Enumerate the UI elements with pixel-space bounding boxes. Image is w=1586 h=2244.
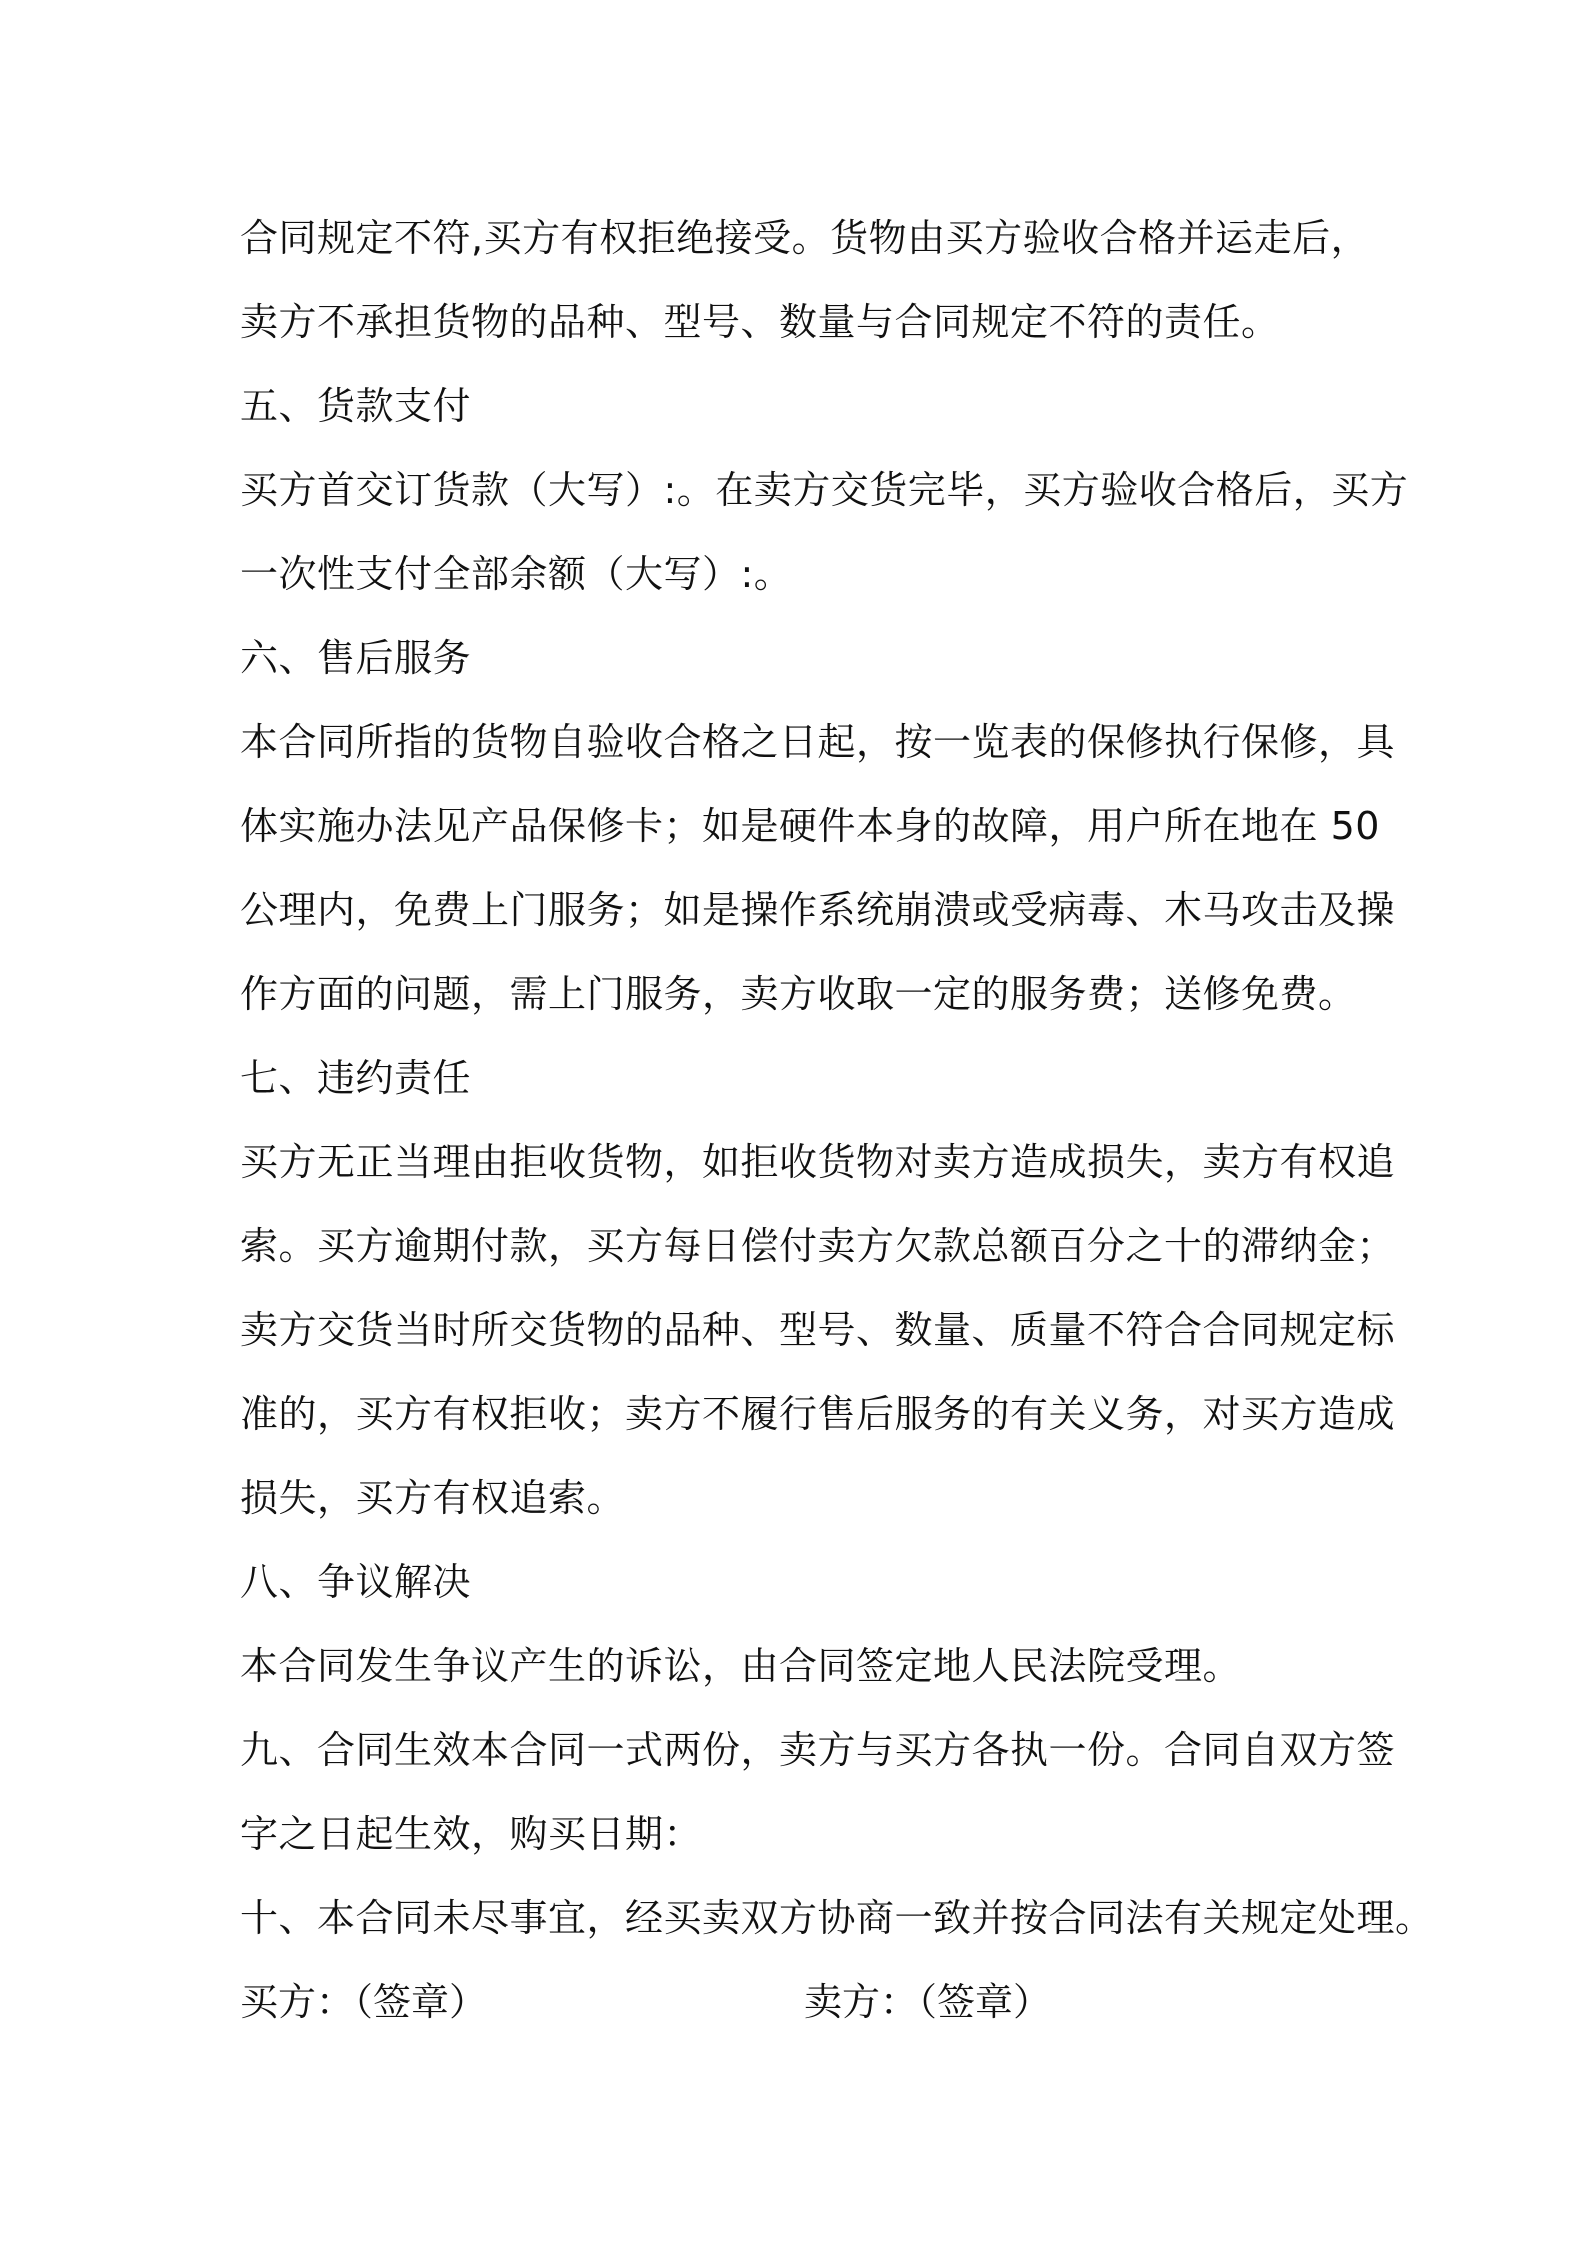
text-line: 本合同所指的货物自验收合格之日起，按一览表的保修执行保修，具 xyxy=(240,720,1396,764)
text-line: 合同规定不符,买方有权拒绝接受。货物由买方验收合格并运走后， xyxy=(240,216,1370,260)
text-line: 公理内，免费上门服务；如是操作系统崩溃或受病毒、木马攻击及操 xyxy=(240,888,1396,932)
section-heading-after-sales: 六、售后服务 xyxy=(240,636,472,680)
text-line: 准的，买方有权拒收；卖方不履行售后服务的有关义务，对买方造成 xyxy=(240,1392,1396,1436)
text-line: 卖方交货当时所交货物的品种、型号、数量、质量不符合合同规定标 xyxy=(240,1308,1396,1352)
text-line: 十、本合同未尽事宜，经买卖双方协商一致并按合同法有关规定处理。 xyxy=(240,1896,1434,1940)
signature-block xyxy=(240,1960,1360,2044)
text-line: 卖方不承担货物的品种、型号、数量与合同规定不符的责任。 xyxy=(240,300,1280,344)
section-heading-dispute: 八、争议解决 xyxy=(240,1560,472,1604)
buyer-signature-label: 买方：（签章） xyxy=(240,1980,488,2024)
section-heading-payment: 五、货款支付 xyxy=(240,384,472,428)
text-line: 体实施办法见产品保修卡；如是硬件本身的故障，用户所在地在 50 xyxy=(240,804,1380,848)
text-line: 损失，买方有权追索。 xyxy=(240,1476,626,1520)
text-line: 买方首交订货款（大写）:。在卖方交货完毕，买方验收合格后，买方 xyxy=(240,468,1409,512)
section-heading-liability: 七、违约责任 xyxy=(240,1056,472,1100)
text-line: 一次性支付全部余额（大写）:。 xyxy=(240,552,793,596)
text-line: 索。买方逾期付款，买方每日偿付卖方欠款总额百分之十的滞纳金； xyxy=(240,1224,1396,1268)
text-line: 本合同发生争议产生的诉讼，由合同签定地人民法院受理。 xyxy=(240,1644,1242,1688)
contract-body xyxy=(240,196,1434,2044)
text-line: 作方面的问题，需上门服务，卖方收取一定的服务费；送修免费。 xyxy=(240,972,1357,1016)
text-line: 买方无正当理由拒收货物，如拒收货物对卖方造成损失，卖方有权追 xyxy=(240,1140,1396,1184)
text-line: 字之日起生效，购买日期： xyxy=(240,1812,703,1856)
text-line: 九、合同生效本合同一式两份，卖方与买方各执一份。合同自双方签 xyxy=(240,1728,1396,1772)
seller-signature-label: 卖方：（签章） xyxy=(804,1980,1052,2024)
